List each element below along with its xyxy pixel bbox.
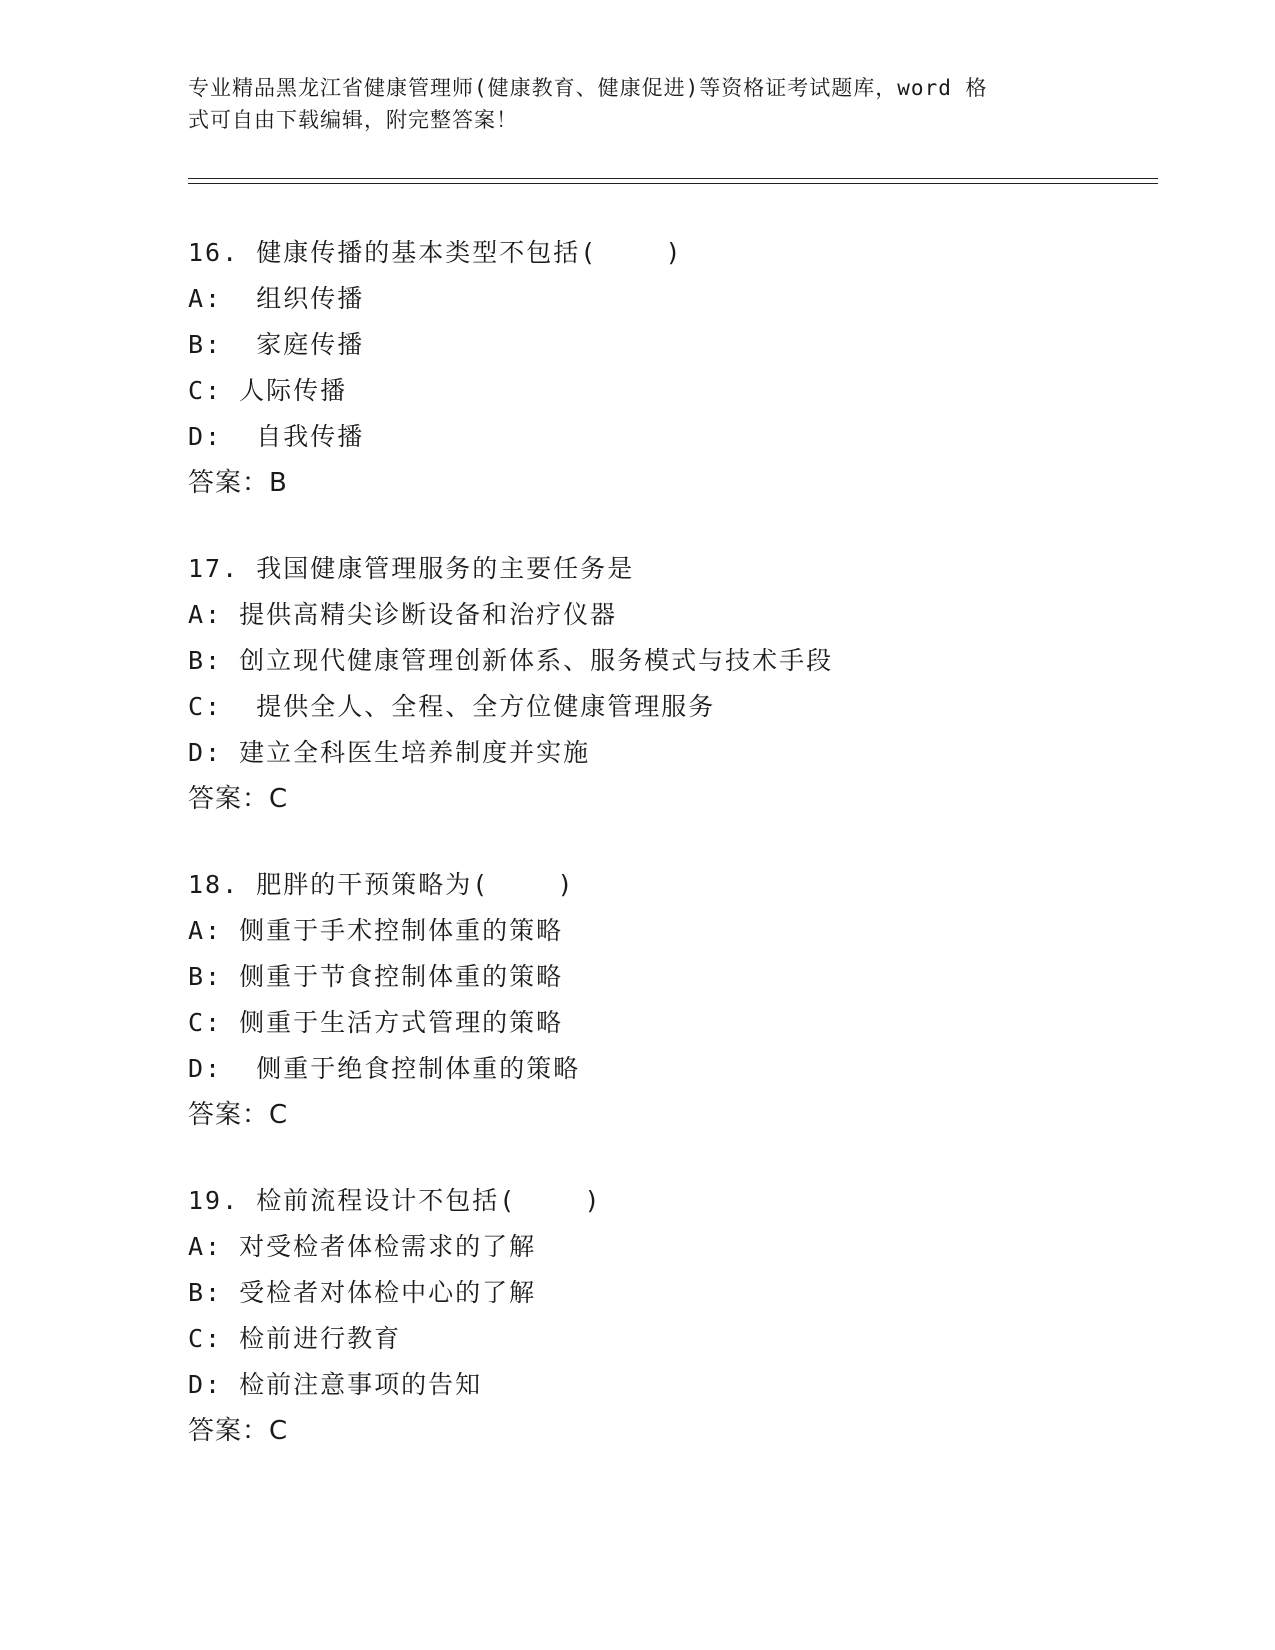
question-stem: 17. 我国健康管理服务的主要任务是 [188,554,635,583]
option-d: D: 自我传播 [188,422,365,451]
question-19 [188,1178,1188,1454]
header-line-2: 式可自由下载编辑，附完整答案！ [188,108,518,132]
option-c: C: 侧重于生活方式管理的策略 [188,1008,564,1037]
question-16 [188,230,1188,506]
option-b: B: 家庭传播 [188,330,365,359]
option-c: C: 提供全人、全程、全方位健康管理服务 [188,692,716,721]
question-17 [188,546,1188,822]
option-b: B: 创立现代健康管理创新体系、服务模式与技术手段 [188,646,834,675]
answer: 答案：C [188,1416,289,1446]
option-b: B: 受检者对体检中心的了解 [188,1278,537,1307]
option-a: A: 对受检者体检需求的了解 [188,1232,537,1261]
option-c: C: 人际传播 [188,376,348,405]
option-a: A: 侧重于手术控制体重的策略 [188,916,564,945]
answer: 答案：B [188,468,288,498]
option-a: A: 组织传播 [188,284,365,313]
answer: 答案：C [188,784,289,814]
header-divider-bottom [188,183,1158,184]
header-line-1: 专业精品黑龙江省健康管理师(健康教育、健康促进)等资格证考试题库，word 格 [188,76,988,100]
option-c: C: 检前进行教育 [188,1324,402,1353]
document-header [188,72,1078,136]
option-b: B: 侧重于节食控制体重的策略 [188,962,564,991]
question-stem: 18. 肥胖的干预策略为( ) [188,870,575,899]
header-divider-top [188,178,1158,179]
question-stem: 16. 健康传播的基本类型不包括( ) [188,238,683,267]
question-18 [188,862,1188,1138]
option-d: D: 检前注意事项的告知 [188,1370,483,1399]
option-d: D: 侧重于绝食控制体重的策略 [188,1054,581,1083]
option-d: D: 建立全科医生培养制度并实施 [188,738,591,767]
question-stem: 19. 检前流程设计不包括( ) [188,1186,602,1215]
option-a: A: 提供高精尖诊断设备和治疗仪器 [188,600,618,629]
answer: 答案：C [188,1100,289,1130]
